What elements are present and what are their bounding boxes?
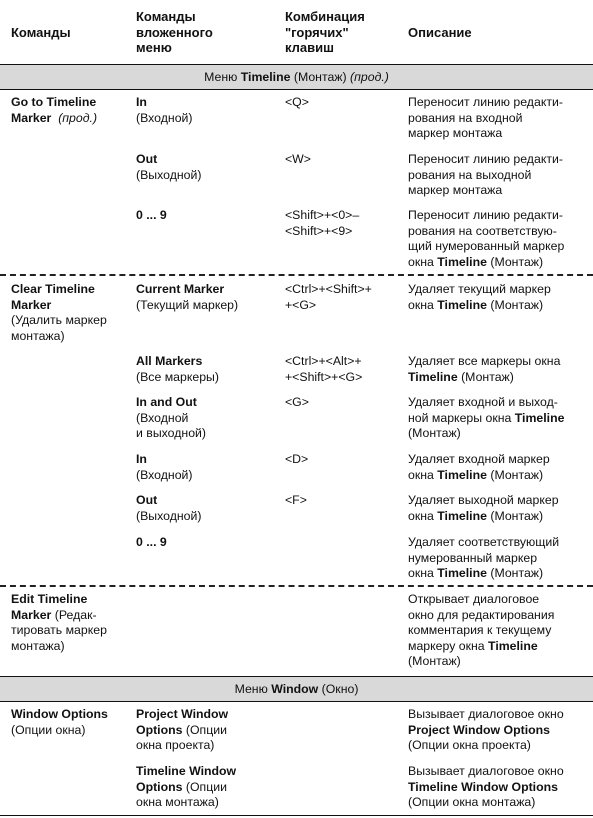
section-window-band: Меню Window (Окно)	[0, 676, 593, 702]
goto-in-submenu: In (Входной)	[136, 95, 193, 125]
clear-in-out-hotkey: <G>	[285, 395, 309, 409]
clear-all-hotkey: <Ctrl>+<Alt>+ +<Shift>+<G>	[285, 354, 363, 384]
clear-in-out-description: Удаляет входной и выход- ной маркеры окна Timeline (Монтаж)	[408, 395, 565, 440]
clear-out-description: Удаляет выходной маркер окна Timeline (Монтаж)	[408, 493, 559, 523]
clear-in-out-submenu: In and Out (Входной и выходной)	[136, 395, 207, 440]
clear-in-description: Удаляет входной маркер окна Timeline (Монтаж)	[408, 452, 550, 482]
clear-marker-command: Clear Timeline Marker (Удалить маркер монтажа)	[11, 282, 107, 343]
goto-numbered-submenu: 0 ... 9	[136, 208, 167, 222]
clear-out-submenu: Out (Выходной)	[136, 493, 202, 523]
clear-all-submenu: All Markers (Все маркеры)	[136, 354, 219, 384]
divider	[0, 274, 593, 276]
goto-out-hotkey: <W>	[285, 152, 311, 166]
header-hotkeys: Комбинация "горячих" клавиш	[285, 9, 365, 55]
table-bottom-rule	[0, 815, 593, 816]
goto-out-description: Переносит линию редакти- рования на выходной маркер монтажа	[408, 152, 563, 197]
timeline-window-options-submenu: Timeline Window Options (Опции окна монтажа)	[136, 764, 237, 809]
window-options-command: Window Options (Опции окна)	[11, 707, 108, 737]
project-window-options-description: Вызывает диалоговое окно Project Window Options (Опции окна проекта)	[408, 707, 564, 752]
header-description: Описание	[408, 25, 472, 40]
clear-current-hotkey: <Ctrl>+<Shift>+ +<G>	[285, 282, 372, 312]
goto-numbered-hotkey: <Shift>+<0>– <Shift>+<9>	[285, 208, 360, 238]
timeline-window-options-description: Вызывает диалоговое окно Timeline Window Options (Опции окна монтажа)	[408, 764, 564, 809]
goto-in-hotkey: <Q>	[285, 95, 309, 109]
edit-marker-command: Edit Timeline Marker (Редак- тировать маркер монтажа)	[11, 592, 107, 653]
clear-numbered-submenu: 0 ... 9	[136, 535, 167, 549]
goto-numbered-description: Переносит линию редакти- рования на соответствую- щий нумерованный маркер окна Timeline (Монтаж)	[408, 208, 565, 269]
clear-current-submenu: Current Marker (Текущий маркер)	[136, 282, 239, 312]
clear-in-submenu: In (Входной)	[136, 452, 193, 482]
header-commands: Команды	[11, 25, 71, 40]
divider	[0, 585, 593, 587]
goto-in-description: Переносит линию редакти- рования на входной маркер монтажа	[408, 95, 563, 140]
goto-out-submenu: Out (Выходной)	[136, 152, 202, 182]
edit-marker-description: Открывает диалоговое окно для редактирования комментария к текущему маркеру окна Timeline (Монтаж)	[408, 592, 555, 668]
clear-out-hotkey: <F>	[285, 493, 307, 507]
project-window-options-submenu: Project Window Options (Опции окна проекта)	[136, 707, 229, 752]
clear-numbered-description: Удаляет соответствующий нумерованный маркер окна Timeline (Монтаж)	[408, 535, 560, 580]
section-timeline-band: Меню Timeline (Монтаж) (прод.)	[0, 64, 593, 90]
clear-all-description: Удаляет все маркеры окна Timeline (Монтаж)	[408, 354, 561, 384]
clear-in-hotkey: <D>	[285, 452, 309, 466]
goto-marker-command: Go to Timeline Marker (прод.)	[11, 95, 98, 125]
header-submenu: Команды вложенного меню	[136, 9, 213, 55]
clear-current-description: Удаляет текущий маркер окна Timeline (Монтаж)	[408, 282, 551, 312]
